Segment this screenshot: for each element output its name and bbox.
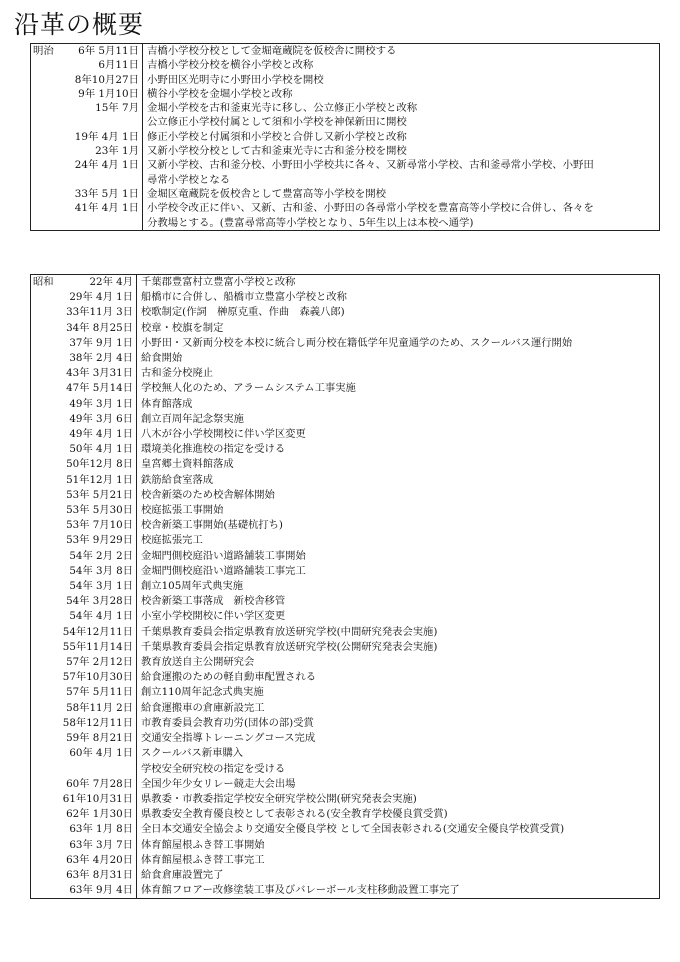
table-row: [31, 701, 660, 716]
date-text: 23年 1月: [95, 145, 139, 158]
date-cell: [31, 625, 137, 640]
event-cell: 金堀門側校庭沿い道路舗装工事完工: [141, 564, 306, 577]
date-text: 60年 4月 1日: [69, 747, 133, 760]
date-cell: [31, 518, 137, 533]
date-cell: [31, 158, 143, 172]
date-text: 49年 3月 1日: [69, 397, 133, 410]
date-text: 37年 9月 1日: [69, 336, 133, 349]
event-cell: 公立修正小学校付属として須和小学校を神保新田に開校: [147, 116, 407, 129]
event-cell: 環境美化推進校の指定を受ける: [141, 443, 286, 456]
date-text: 55年11月14日: [62, 640, 133, 653]
date-cell: [31, 838, 137, 853]
table-row: [31, 579, 660, 594]
event-cell: 校歌制定(作詞 榊原克重、作曲 森義八郎): [141, 306, 345, 319]
history-table-meiji: [30, 43, 660, 231]
date-text: 54年12月11日: [62, 625, 133, 638]
date-cell: [31, 792, 137, 807]
table-row: [31, 533, 660, 548]
table-row: [31, 58, 660, 72]
table-row: [31, 853, 660, 868]
table-row: [31, 201, 660, 215]
table-row: [31, 625, 660, 640]
table-row: [31, 305, 660, 320]
date-text: 54年 2月 2日: [69, 549, 133, 562]
date-cell: [31, 762, 137, 777]
table-row: [31, 640, 660, 655]
date-cell: [31, 275, 137, 291]
event-cell: 小野田区光明寺に小野田小学校を開校: [147, 73, 324, 86]
table-row: [31, 44, 660, 59]
date-cell: [31, 144, 143, 158]
date-cell: [31, 670, 137, 685]
table-row: [31, 731, 660, 746]
era-label: 昭和: [33, 276, 54, 288]
table-row: [31, 336, 660, 351]
date-text: 54年 3月 8日: [69, 564, 133, 577]
date-cell: [31, 822, 137, 837]
date-cell: [31, 336, 137, 351]
date-cell: [31, 173, 143, 187]
table-row: [31, 130, 660, 144]
date-text: 47年 5月14日: [66, 382, 133, 395]
date-cell: [31, 216, 143, 231]
table-row: [31, 868, 660, 883]
event-cell: 金堀門側校庭沿い道路舗装工事開始: [141, 549, 306, 562]
event-cell: 県教委安全教育優良校として表彰される(安全教育学校優良賞受賞): [141, 808, 448, 821]
table-row: [31, 655, 660, 670]
table-row: [31, 275, 660, 291]
event-cell: 校舎新築工事開始(基礎杭打ち): [141, 519, 283, 532]
table-row: [31, 158, 660, 172]
date-text: 54年 4月 1日: [69, 610, 133, 623]
event-cell: 給食運搬のための軽自動車配置される: [141, 671, 317, 684]
event-cell: 給食運搬車の倉庫新設完工: [141, 701, 265, 714]
date-text: 6月11日: [98, 59, 139, 72]
event-cell: 体育館落成: [141, 397, 193, 410]
date-cell: [31, 609, 137, 624]
date-text: 54年 3月 1日: [69, 580, 133, 593]
date-text: 54年 3月28日: [66, 595, 133, 608]
date-text: 53年 5月30日: [66, 504, 133, 517]
event-cell: 給食倉庫設置完了: [141, 868, 224, 881]
event-cell: 又新小学校分校として古和釜東光寺に古和釜分校を開校: [147, 145, 407, 158]
table-row: [31, 216, 660, 231]
event-cell: 千葉県教育委員会指定県教育放送研究学校(中間研究発表会実施): [141, 625, 438, 638]
event-cell: 校舎新築のため校舎解体開始: [141, 488, 275, 501]
event-cell: 船橋市に合併し、船橋市立豊富小学校と改称: [141, 291, 347, 304]
event-cell: スクールバス新車購入: [141, 747, 244, 760]
date-cell: [31, 457, 137, 472]
table-row: [31, 290, 660, 305]
event-cell: 学校無人化のため、アラームシステム工事実施: [141, 382, 356, 395]
date-text: 57年10月30日: [62, 671, 133, 684]
date-cell: [31, 473, 137, 488]
date-text: 50年 4月 1日: [69, 443, 133, 456]
date-cell: [31, 101, 143, 115]
table-row: [31, 564, 660, 579]
date-cell: [31, 579, 137, 594]
event-cell: 千葉郡豊富村立豊富小学校と改称: [141, 276, 296, 288]
date-text: 58年11月 2日: [66, 701, 133, 714]
event-cell: 体育館フロアー改修塗装工事及びバレーボール支柱移動設置工事完了: [141, 884, 460, 897]
event-cell: 体育館屋根ふき替工事開始: [141, 838, 265, 851]
date-cell: [31, 427, 137, 442]
date-text: 41年 4月 1日: [74, 202, 139, 215]
event-cell: 校庭拡張完工: [141, 534, 203, 547]
date-cell: [31, 640, 137, 655]
date-text: 57年 5月11日: [66, 686, 133, 699]
table-row: [31, 685, 660, 700]
date-cell: [31, 201, 143, 215]
date-cell: [31, 746, 137, 761]
table-row: [31, 594, 660, 609]
table-row: [31, 173, 660, 187]
date-cell: [31, 685, 137, 700]
event-cell: 全国少年少女リレー競走大会出場: [141, 777, 296, 790]
date-text: 53年 7月10日: [66, 519, 133, 532]
date-cell: [31, 412, 137, 427]
date-text: 57年 2月12日: [66, 656, 133, 669]
date-text: 63年 4月20日: [66, 853, 133, 866]
table-row: [31, 670, 660, 685]
event-cell: 吉橋小学校分校を横谷小学校と改称: [147, 59, 314, 72]
event-cell: 吉橋小学校分校として金堀竜蔵院を仮校舎に開校する: [147, 45, 397, 57]
event-cell: 校舎新築工事落成 新校舎移管: [141, 595, 286, 608]
date-text: 33年11月 3日: [66, 306, 133, 319]
table-row: [31, 381, 660, 396]
date-text: 59年 8月21日: [66, 732, 133, 745]
date-cell: [31, 321, 137, 336]
event-cell: 小野田・又新両分校を本校に統合し両分校在籍低学年児童通学のため、スクールバス運行開始: [141, 336, 573, 349]
event-cell: 学校安全研究校の指定を受ける: [141, 762, 286, 775]
table-row: [31, 366, 660, 381]
date-text: 53年 9月29日: [66, 534, 133, 547]
event-cell: 金堀区竜蔵院を仮校舎として豊富高等小学校を開校: [147, 187, 386, 200]
event-cell: 修正小学校と付属須和小学校と合併し又新小学校と改称: [147, 130, 407, 143]
date-cell: [31, 503, 137, 518]
event-cell: 横谷小学校を金堀小学校と改称: [147, 87, 293, 100]
event-cell: 校章・校旗を制定: [141, 321, 224, 334]
event-cell: 教育放送自主公開研究会: [141, 656, 255, 669]
date-cell: [31, 731, 137, 746]
history-table-body: [31, 275, 660, 899]
table-row: [31, 716, 660, 731]
event-cell: 古和釜分校廃止: [141, 367, 214, 380]
event-cell: 八木が谷小学校開校に伴い学区変更: [141, 428, 306, 441]
table-row: [31, 762, 660, 777]
date-cell: [31, 187, 143, 201]
date-cell: [31, 130, 143, 144]
date-text: 63年 1月 8日: [69, 823, 133, 836]
date-cell: [31, 115, 143, 129]
date-text: 6年 5月11日: [78, 45, 139, 57]
date-cell: [31, 366, 137, 381]
date-text: 29年 4月 1日: [69, 291, 133, 304]
era-label: 明治: [33, 45, 54, 57]
table-row: [31, 427, 660, 442]
date-cell: [31, 777, 137, 792]
table-row: [31, 473, 660, 488]
date-cell: [31, 73, 143, 87]
date-cell: [31, 868, 137, 883]
event-cell: 分教場とする。(豊富尋常高等小学校となり、5年生以上は本校へ通学): [147, 216, 474, 229]
table-row: [31, 609, 660, 624]
date-cell: [31, 701, 137, 716]
date-text: 34年 8月25日: [66, 321, 133, 334]
date-cell: [31, 351, 137, 366]
date-text: 9年 1月10日: [78, 87, 139, 100]
table-row: [31, 101, 660, 115]
table-row: [31, 822, 660, 837]
date-text: 53年 5月21日: [66, 488, 133, 501]
table-row: [31, 412, 660, 427]
date-cell: [31, 716, 137, 731]
date-text: 63年 3月 7日: [69, 838, 133, 851]
date-cell: [31, 290, 137, 305]
date-cell: [31, 853, 137, 868]
table-row: [31, 442, 660, 457]
table-row: [31, 73, 660, 87]
table-row: [31, 503, 660, 518]
event-cell: 金堀小学校を古和釜東光寺に移し、公立修正小学校と改称: [147, 102, 418, 115]
event-cell: 皇宮郷土資料館落成: [141, 458, 234, 471]
event-cell: 創立105周年式典実施: [141, 580, 244, 593]
event-cell: 校庭拡張工事開始: [141, 504, 224, 517]
date-text: 22年 4月: [89, 276, 133, 288]
date-text: 19年 4月 1日: [74, 130, 139, 143]
date-text: 63年 9月 4日: [69, 884, 133, 897]
date-text: 8年10月27日: [74, 73, 139, 86]
event-cell: 体育館屋根ふき替工事完工: [141, 853, 265, 866]
date-cell: [31, 397, 137, 412]
date-text: 43年 3月31日: [66, 367, 133, 380]
table-row: [31, 746, 660, 761]
event-cell: 尋常小学校となる: [147, 173, 231, 186]
event-cell: 千葉県教育委員会指定県教育放送研究学校(公開研究発表会実施): [141, 640, 438, 653]
date-text: 15年 7月: [95, 102, 139, 115]
history-table-body: [31, 44, 660, 231]
table-row: [31, 838, 660, 853]
page-title: 沿革の概要: [14, 10, 145, 39]
date-text: 33年 5月 1日: [74, 187, 139, 200]
event-cell: 給食開始: [141, 352, 183, 365]
event-cell: 創立110周年記念式典実施: [141, 686, 264, 699]
event-cell: 創立百周年記念祭実施: [141, 412, 244, 425]
table-row: [31, 457, 660, 472]
date-text: 60年 7月28日: [66, 777, 133, 790]
table-row: [31, 87, 660, 101]
date-text: 49年 3月 6日: [69, 412, 133, 425]
event-cell: 又新小学校、古和釜分校、小野田小学校共に各々、又新尋常小学校、古和釜尋常小学校、小野田: [147, 159, 594, 172]
event-cell: 小学校令改正に伴い、又新、古和釜、小野田の各尋常小学校を豊富高等小学校に合併し、各々を: [147, 202, 594, 215]
table-row: [31, 321, 660, 336]
date-text: 24年 4月 1日: [74, 159, 139, 172]
date-cell: [31, 305, 137, 320]
table-row: [31, 777, 660, 792]
table-row: [31, 518, 660, 533]
table-row: [31, 144, 660, 158]
date-cell: [31, 44, 143, 59]
date-text: 61年10月31日: [62, 792, 133, 805]
date-cell: [31, 594, 137, 609]
date-cell: [31, 58, 143, 72]
date-text: 51年12月 1日: [66, 473, 133, 486]
event-cell: 交通安全指導トレーニングコース完成: [141, 732, 316, 745]
date-cell: [31, 807, 137, 822]
table-row: [31, 397, 660, 412]
table-row: [31, 549, 660, 564]
date-cell: [31, 883, 137, 899]
table-row: [31, 792, 660, 807]
date-cell: [31, 442, 137, 457]
table-row: [31, 187, 660, 201]
date-cell: [31, 549, 137, 564]
history-table-showa: [30, 274, 660, 899]
event-cell: 県教委・市教委指定学校安全研究学校公開(研究発表会実施): [141, 792, 417, 805]
date-cell: [31, 564, 137, 579]
event-cell: 鉄筋給食室落成: [141, 473, 214, 486]
table-row: [31, 883, 660, 899]
date-cell: [31, 488, 137, 503]
date-text: 63年 8月31日: [66, 868, 133, 881]
table-row: [31, 807, 660, 822]
date-cell: [31, 381, 137, 396]
table-row: [31, 351, 660, 366]
table-row: [31, 488, 660, 503]
event-cell: 市教育委員会教育功労(団体の部)受賞: [141, 716, 314, 729]
date-cell: [31, 533, 137, 548]
date-text: 62年 1月30日: [66, 808, 133, 821]
date-cell: [31, 655, 137, 670]
date-cell: [31, 87, 143, 101]
date-text: 38年 2月 4日: [69, 352, 133, 365]
table-row: [31, 115, 660, 129]
date-text: 58年12月11日: [62, 716, 133, 729]
event-cell: 小室小学校開校に伴い学区変更: [141, 610, 286, 623]
date-text: 50年12月 8日: [66, 458, 133, 471]
date-text: 49年 4月 1日: [69, 428, 133, 441]
event-cell: 全日本交通安全協会より交通安全優良学校 として全国表彰される(交通安全優良学校賞受賞): [141, 823, 565, 836]
